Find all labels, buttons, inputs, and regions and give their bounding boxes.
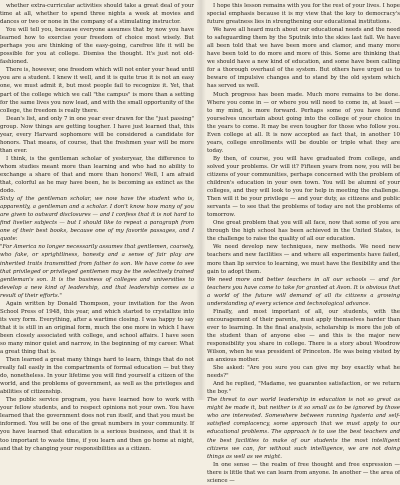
right-paragraph: One great problem that you will all face, now that some of you are through the high school has been achieved in the United States, is the challenge to raise the quality of all our education. [207,220,400,243]
left-paragraph: You will tell you, because everyone assumes that by now you have learned how to exercise your freedom of choice most wisely. But perhaps you are thinking of the easy-going, carefree life it will be possible for you at college. Dismiss the thought. It's just not old-fashioned. [0,27,194,66]
right-paragraph: Finally, and most important of all, our students, with the encouragement of their parents, must apply themselves harder than ever to learning. In the final analysis, scholarship is more the job of the student than of anyone else — and this is the major new responsibility you share in college. There is a story about Woodrow Wilson, when he was president of Princeton. He was being visited by an anxious mother. [207,308,400,364]
right-page [207,2,400,484]
right-paragraph: She asked: "Are you sure you can give my boy exactly what he needs?" [207,365,400,380]
left-paragraph: There is, however, one freedom which will not enter your head until you are a student. I knew it well, and it is quite true it is not an easy one, we must admit it, but most people fail to recognize it. Yet, that part of the college which we call "the campus" is more than a setting for the same lives you now lead, and with the small opportunity of the college, the freedom is really there. [0,67,194,114]
left-quote: "For America no longer necessarily assumes that gentlemen, coarsely, who fake, or sprightliness, honesty and a sense of fair play are inherited traits transmitted from father to son. We have come to see that privileged or privileged gentlemen may be the selectively trained gentleman's son. It is the business of colleges and universities to develop a new kind of leadership, and that leadership comes as a result of their efforts." [0,244,194,299]
page-gutter [196,0,206,400]
left-paragraph: Then learned a great many things hard to learn, things that do not really fall easily in the compartments of formal education — but they do, nonetheless. In your lifetime you will find yourself a citizen of the world, and the problems of government, as well as the privileges and abilities of citizenship. [0,357,194,396]
right-paragraph: Much progress has been made. Much more remains to be done. Where you come in — or where you will need to come in, at least — to my mind, is more forward. Perhaps some of you have found yourselves uncertain about going into the college of your choice in the years to come. It may be even tougher for those who follow you. Even college at all. It is now accepted as fact that, in another 10 years, college enrollments will be double or triple what they are today. [207,91,400,154]
left-quote: Sixty of the gentleman scholar, we now have the student who is, apparently, a gentleman and a scholar. I don't know how many of you are given to outward disclosures — and I confess that it is not hard to find livelier subjects — but I should like to repeat a paragraph from one of their best books, because one of my favorite passages, and I quote: [0,196,194,243]
left-paragraph: The public service program, you have learned how to work with your fellow students, and to respect opinions not your own. You have learned that the government does not run itself, and that you must be informed. You will be one of the great numbers in your community. If you have learned that education is a serious business, and that it is too important to waste time, if you learn and then go home at night, and that by changing your responsibilities as a citizen. [0,397,194,452]
left-paragraph: Dean's list, and only 7 in one year ever drawn for the "just passing" group. Now things are getting tougher. I have just learned that, this year, every Harvard sophomore will be considered a candidate for honors. That means, of course, that the freshmen year will be more than ever. [0,115,194,154]
right-paragraph: I hope this lesson remains with you for the rest of your lives. I hope special emphasis because it is my view that the key to democracy's future greatness lies in strengthening our educational institutions. [207,3,400,26]
left-paragraph: Again written by Donald Thompson, your invitation for the Avon School Press of 1948, this year, and which started to crystallize into its very form. Everything, after a wartime closing. I was happy to say that it is still in an original form, much the one more in which I have been closely associated with college, and school affairs. I have seen so many minor quiet and narrow, in the beginning of my career. What a great thing that is. [0,300,194,356]
left-paragraph: whether extra-curricular activities should take a great deal of your time at all, whether to spend three nights a week at movies and dances or two or none in the company of a stimulating instructor. [0,3,194,26]
right-paragraph-italic: We need more and better teachers in all our schools — and for teachers you have come to take for granted at Avon. It is obvious that a world of the future will demand of all its citizens a growing understanding of every science and technological advance. [207,276,400,307]
left-page [0,2,194,452]
right-paragraph: We need develop new techniques, new methods. We need new teachers and new facilities — and where all experiments have failed, more than lip service to learning, we must have the flexibility and the gain to adopt them. [207,244,400,275]
right-paragraph: We have all heard much about our educational needs and the need to safeguarding them by the Sputnik into the skies last fall. We have all been told that we have been more and clamor, and many more have been told to do more and more of this. Some are thinking that we should have a new kind of education, and some have been calling for a thorough overhaul of the system. But others have urged us to beware of impulsive changes and to stand by the old system which has served us well. [207,27,400,90]
right-paragraph: By then, of course, you will have graduated from college, and solved your problems. Or will it? Fifteen years from now, you will be citizens of your communities, perhaps concerned with the problem of children's education in your own town. You will be alumni of your colleges, and they will look to you for help in meeting the challenge. Then will it be your privilege — and your duty, as citizens and public servants — to see that the problems of today are not the problems of tomorrow. [207,155,400,219]
left-paragraph: I think, is the gentleman scholar of yesteryear, the difference to whom studies meant more than learning and who had no ability to exchange a share of that and more than honors! Well, I am afraid that, colorful as he may have been, he is becoming as extinct as the dodo. [0,155,194,195]
right-paragraph: In one sense — the realm of free thought and free expression — there is little that we can learn from anyone. In another — the area of science — [207,461,400,484]
right-paragraph: And he replied, "Madame, we guarantee satisfaction, or we return the boy." [207,381,400,396]
right-quote: The threat to our world leadership in education is not so great as might be made it, but neither is it so small as to be ignored by those who are interested. Somewhere between running hysteria and self-satisfied complacency, some approach that we must apply to our educational problems. The approach is to use the best teachers and the best facilities to make of our students the most intelligent citizens we can, for without such intelligence, we are not doing things as well as we might. [207,397,400,460]
